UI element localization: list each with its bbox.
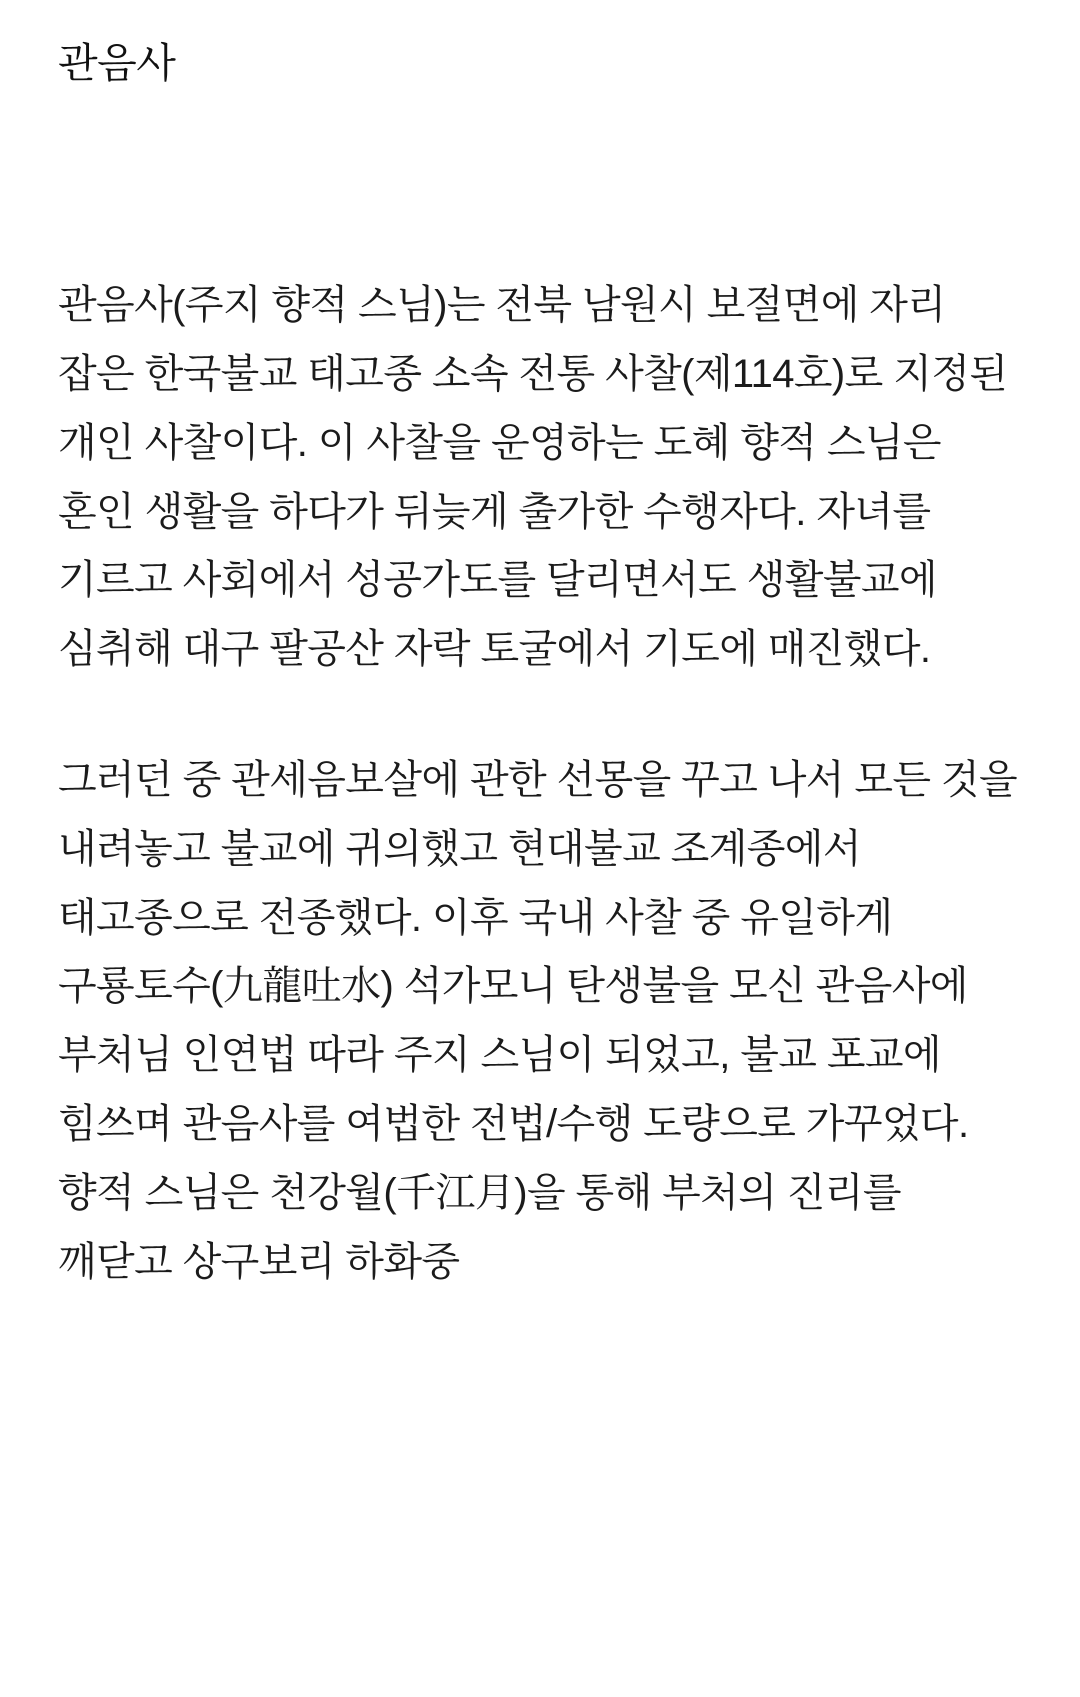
page-title: 관음사 — [58, 40, 176, 86]
body-paragraph-2: 그러던 중 관세음보살에 관한 선몽을 꾸고 나서 모든 것을 내려놓고 불교에 귀의했고 현대불교 조계종에서 태고종으로 전종했다. 이후 국내 사찰 중 유일하게 구룡토수(九龍吐水) 석가모니 탄생불을 모신 관음사에 부처님 인연법 따라 주지 스님이 되었고, 불교 포교에 힘쓰며 관음사를 여법한 전법/수행 도량으로 가꾸었다. 향적 스님은 천강월(千江月)을 통해 부처의 진리를 깨닫고 상구보리 하화중 — [58, 758, 1018, 1284]
body-paragraph-1: 관음사(주지 향적 스님)는 전북 남원시 보절면에 자리 잡은 한국불교 태고종 소속 전통 사찰(제114호)로 지정된 개인 사찰이다. 이 사찰을 운영하는 도혜 향적 스님은 혼인 생활을 하다가 뒤늦게 출가한 수행자다. 자녀를 기르고 사회에서 성공가도를 달리면서도 생활불교에 심취해 대구 팔공산 자락 토굴에서 기도에 매진했다. — [58, 283, 1008, 672]
title-body-spacer — [58, 89, 1022, 271]
